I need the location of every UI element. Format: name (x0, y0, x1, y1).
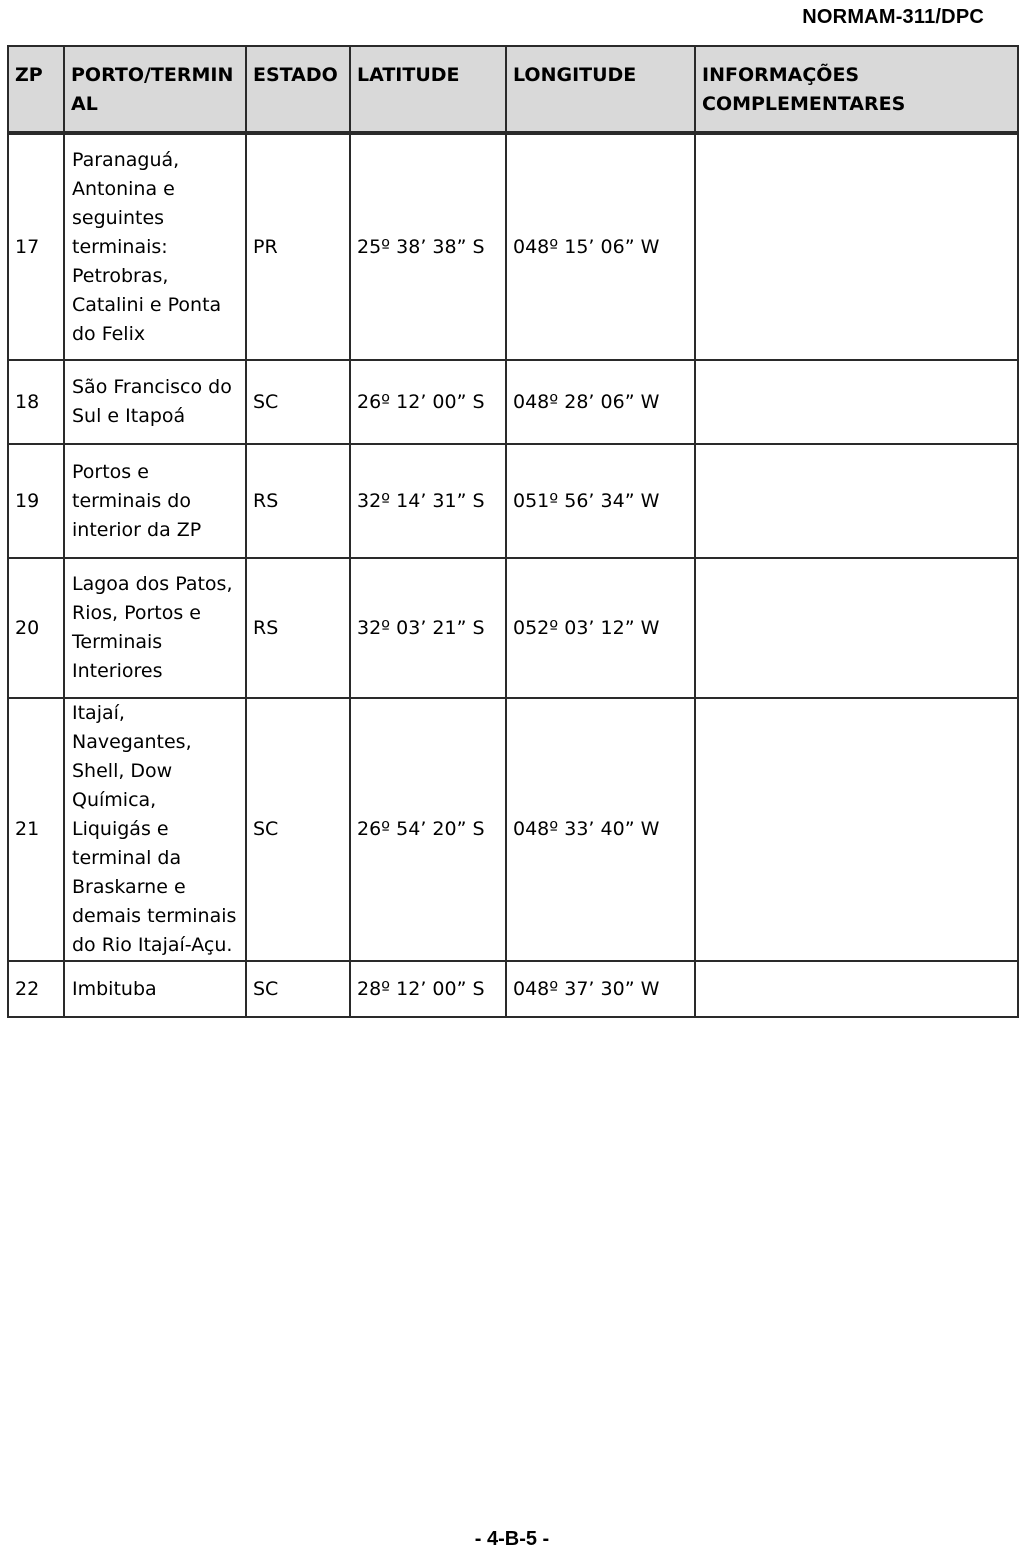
table-row (8, 133, 1018, 360)
latitude-cell: 26º 54’ 20” S (350, 698, 506, 961)
longitude-cell: 048º 37’ 30” W (506, 961, 695, 1017)
longitude-cell: 048º 33’ 40” W (506, 698, 695, 961)
latitude-cell: 26º 12’ 00” S (350, 360, 506, 444)
column-header-longitude: LONGITUDE (506, 46, 695, 133)
column-header-estado: ESTADO (246, 46, 350, 133)
porto-cell: Imbituba (64, 961, 246, 1017)
estado-cell: RS (246, 444, 350, 558)
porto-cell: Itajaí, Navegantes, Shell, Dow Química, Liquigás e terminal da Braskarne e demais terminais do Rio Itajaí-Açu. (64, 698, 246, 961)
column-header-zp: ZP (8, 46, 64, 133)
estado-cell: SC (246, 360, 350, 444)
latitude-cell: 32º 03’ 21” S (350, 558, 506, 698)
porto-cell: Portos e terminais do interior da ZP (64, 444, 246, 558)
table-row (8, 961, 1018, 1017)
estado-cell: SC (246, 961, 350, 1017)
page-number: - 4-B-5 - (474, 1528, 550, 1550)
info-cell (695, 558, 1018, 698)
table-row (8, 558, 1018, 698)
info-cell (695, 444, 1018, 558)
column-header-info: INFORMAÇÕES COMPLEMENTARES (695, 46, 1018, 133)
zp-cell: 20 (8, 558, 64, 698)
longitude-cell: 048º 28’ 06” W (506, 360, 695, 444)
latitude-cell: 25º 38’ 38” S (350, 133, 506, 360)
zp-cell: 21 (8, 698, 64, 961)
info-cell (695, 360, 1018, 444)
table-row (8, 698, 1018, 961)
latitude-cell: 32º 14’ 31” S (350, 444, 506, 558)
estado-cell: RS (246, 558, 350, 698)
porto-cell: Paranaguá, Antonina e seguintes terminais: Petrobras, Catalini e Ponta do Felix (64, 133, 246, 360)
longitude-cell: 052º 03’ 12” W (506, 558, 695, 698)
porto-cell: São Francisco do Sul e Itapoá (64, 360, 246, 444)
info-cell (695, 961, 1018, 1017)
table-row (8, 360, 1018, 444)
zp-cell: 22 (8, 961, 64, 1017)
zp-cell: 19 (8, 444, 64, 558)
column-header-porto: PORTO/TERMIN AL (64, 46, 246, 133)
document-code: NORMAM-311/DPC (802, 6, 984, 28)
column-header-latitude: LATITUDE (350, 46, 506, 133)
estado-cell: PR (246, 133, 350, 360)
table-header-row (8, 46, 1018, 133)
longitude-cell: 048º 15’ 06” W (506, 133, 695, 360)
info-cell (695, 133, 1018, 360)
ports-table (7, 45, 1019, 1018)
table-row (8, 444, 1018, 558)
zp-cell: 17 (8, 133, 64, 360)
porto-cell: Lagoa dos Patos, Rios, Portos e Terminais Interiores (64, 558, 246, 698)
longitude-cell: 051º 56’ 34” W (506, 444, 695, 558)
estado-cell: SC (246, 698, 350, 961)
latitude-cell: 28º 12’ 00” S (350, 961, 506, 1017)
zp-cell: 18 (8, 360, 64, 444)
info-cell (695, 698, 1018, 961)
